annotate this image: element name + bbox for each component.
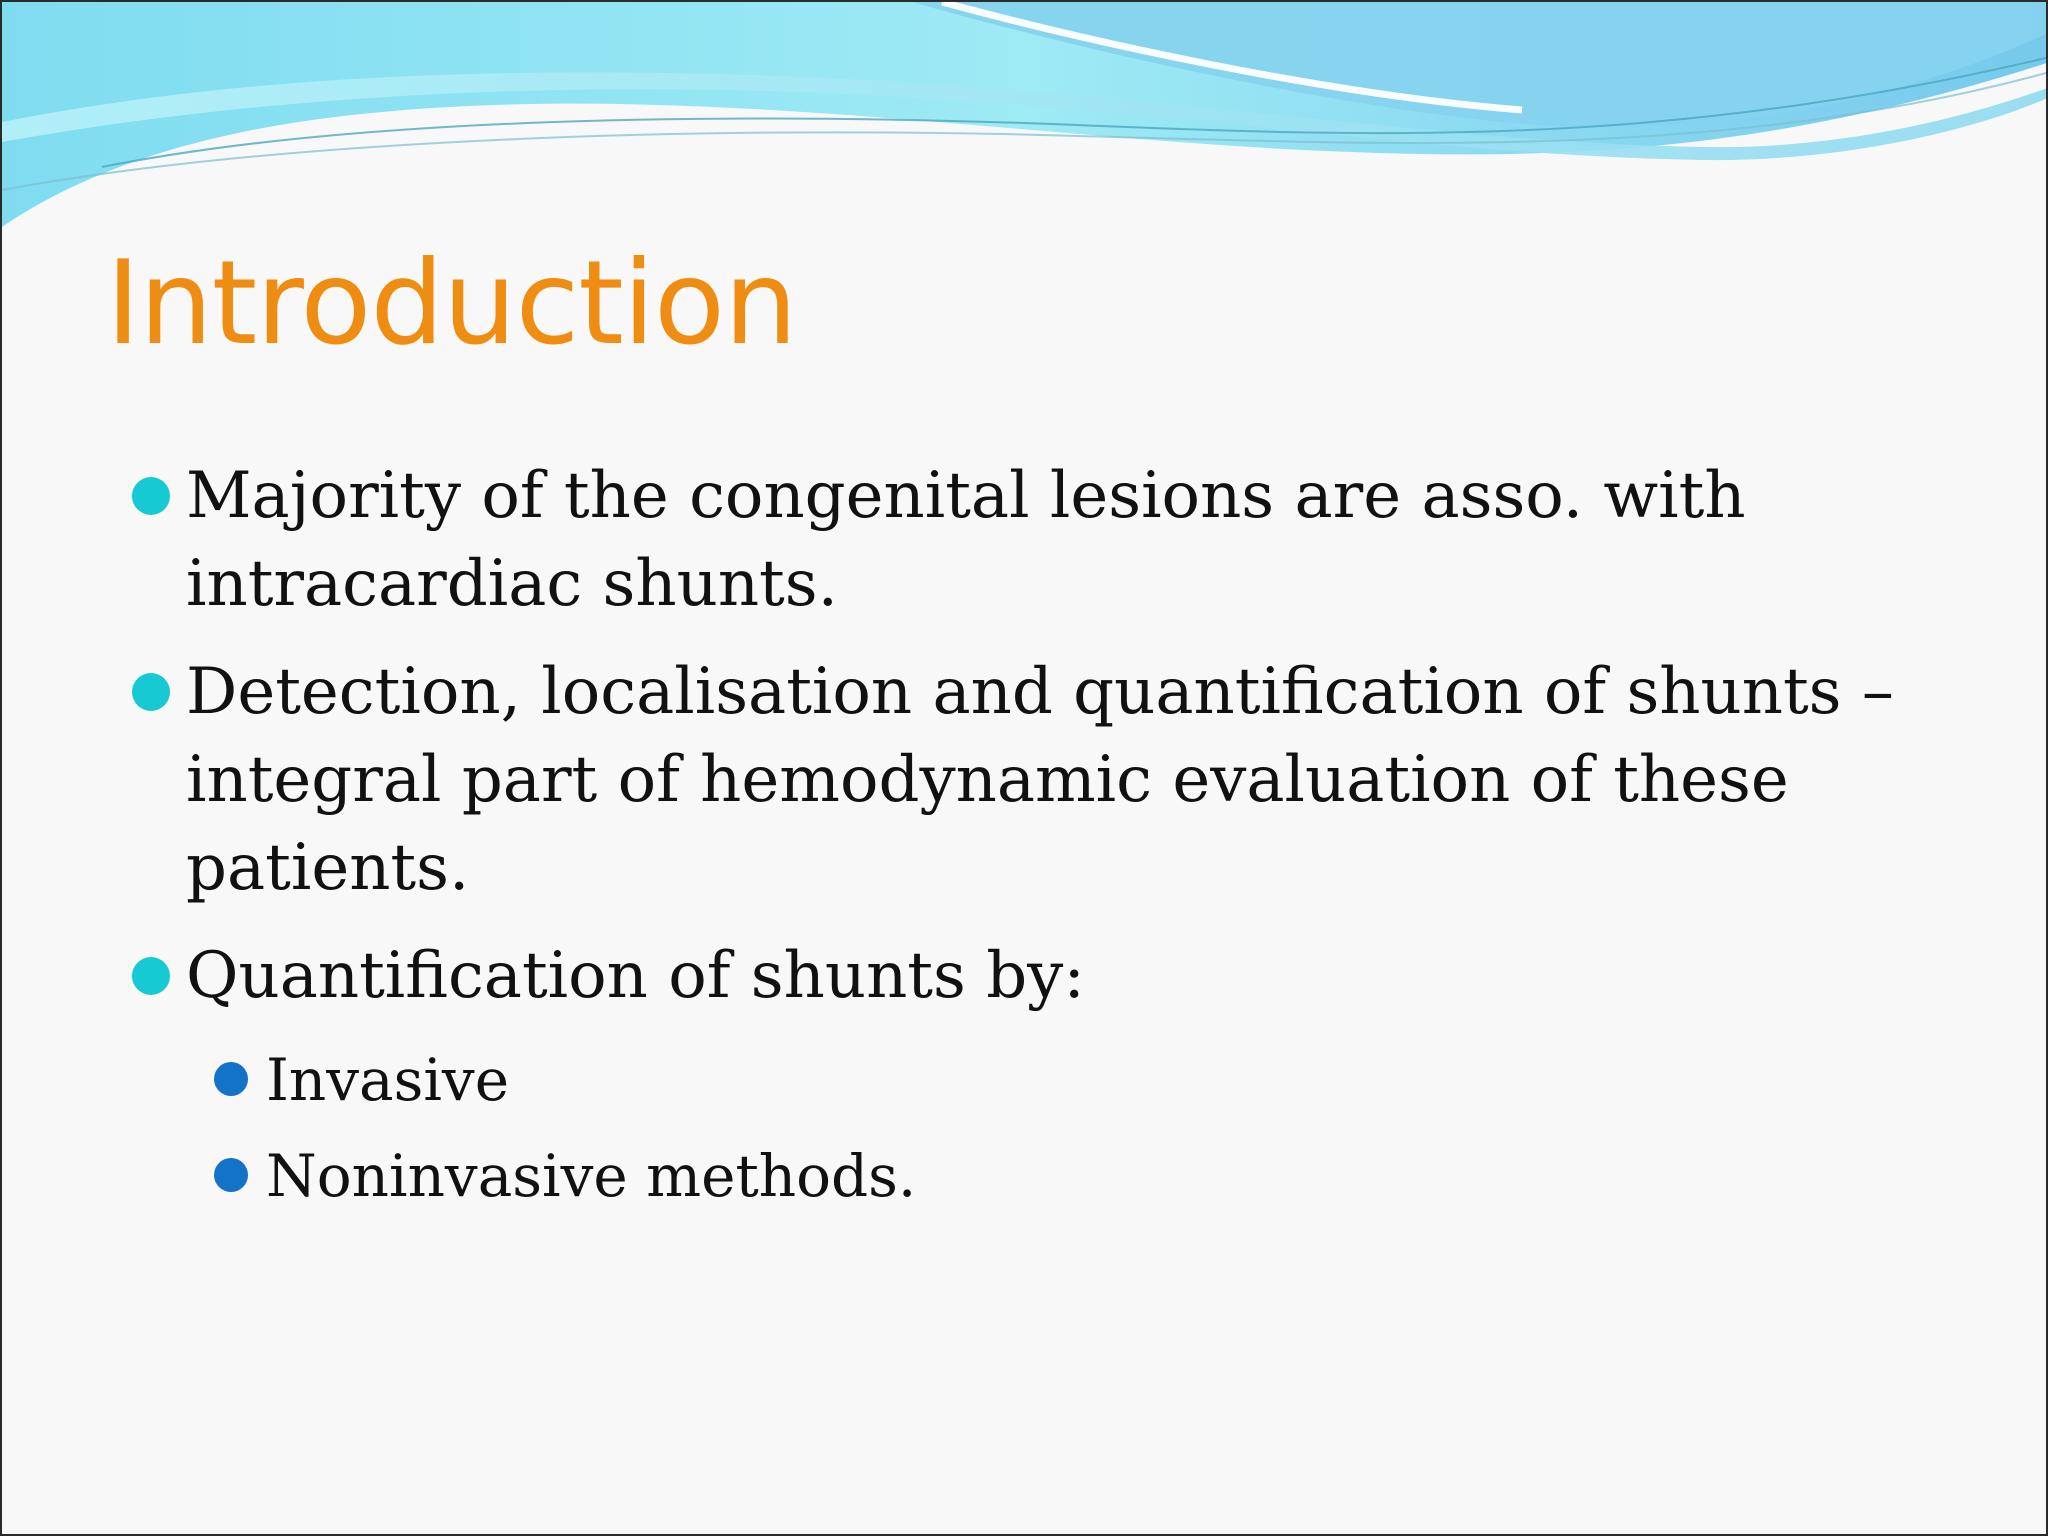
sub-bullet-circle-icon <box>214 1062 248 1096</box>
bullet-list <box>128 452 1988 1232</box>
bullet-item <box>128 648 1988 912</box>
sub-bullet-text: Noninvasive methods. <box>266 1142 917 1210</box>
bullet-circle-icon <box>132 957 170 995</box>
bullet-circle-icon <box>132 673 170 711</box>
header-wave-decoration <box>2 2 2048 262</box>
sub-bullet-text: Invasive <box>266 1046 510 1114</box>
bullet-text: Majority of the congenital lesions are asso. with intracardiac shunts. <box>186 459 1746 621</box>
bullet-item <box>128 452 1988 628</box>
sub-bullet-item <box>210 1136 1988 1216</box>
bullet-circle-icon <box>132 477 170 515</box>
slide-title: Introduction <box>106 236 797 371</box>
bullet-item <box>128 932 1988 1020</box>
sub-bullet-item <box>210 1040 1988 1120</box>
bullet-text: Detection, localisation and quantification of shunts – integral part of hemodynamic evaluation of these patients. <box>186 655 1894 905</box>
sub-bullet-circle-icon <box>214 1158 248 1192</box>
bullet-text: Quantification of shunts by: <box>186 939 1085 1013</box>
